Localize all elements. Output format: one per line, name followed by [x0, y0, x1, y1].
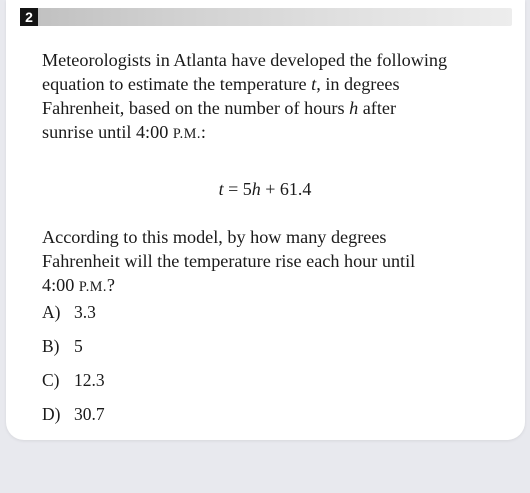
question-prompt	[42, 225, 512, 299]
choice-d[interactable]	[42, 402, 105, 426]
stem-line-2: equation to estimate the temperature t, in degrees	[42, 74, 400, 94]
choice-value: 12.3	[74, 370, 105, 390]
question-header-bar	[20, 8, 512, 26]
choice-letter: C)	[42, 370, 60, 390]
model-equation: t = 5h + 61.4	[218, 179, 312, 199]
prompt-line-1: According to this model, by how many degrees	[42, 227, 387, 247]
choice-value: 30.7	[74, 404, 105, 424]
choice-a[interactable]	[42, 300, 105, 324]
choice-letter: D)	[42, 404, 61, 424]
choice-value: 5	[74, 336, 83, 356]
stem-line-3: Fahrenheit, based on the number of hours h after	[42, 98, 397, 118]
stem-line-4: sunrise until 4:00 P.M.:	[42, 122, 206, 142]
choice-value: 3.3	[74, 302, 96, 322]
prompt-line-3: 4:00 P.M.?	[42, 275, 115, 295]
stem-line-1: Meteorologists in Atlanta have developed the following	[42, 50, 448, 70]
prompt-line-2: Fahrenheit will the temperature rise each hour until	[42, 251, 416, 271]
question-stem	[42, 48, 512, 146]
question-number-badge: 2	[20, 8, 38, 26]
answer-choices	[42, 300, 105, 436]
choice-c[interactable]	[42, 368, 105, 392]
choice-letter: A)	[42, 302, 61, 322]
choice-b[interactable]	[42, 334, 105, 358]
choice-letter: B)	[42, 336, 60, 356]
